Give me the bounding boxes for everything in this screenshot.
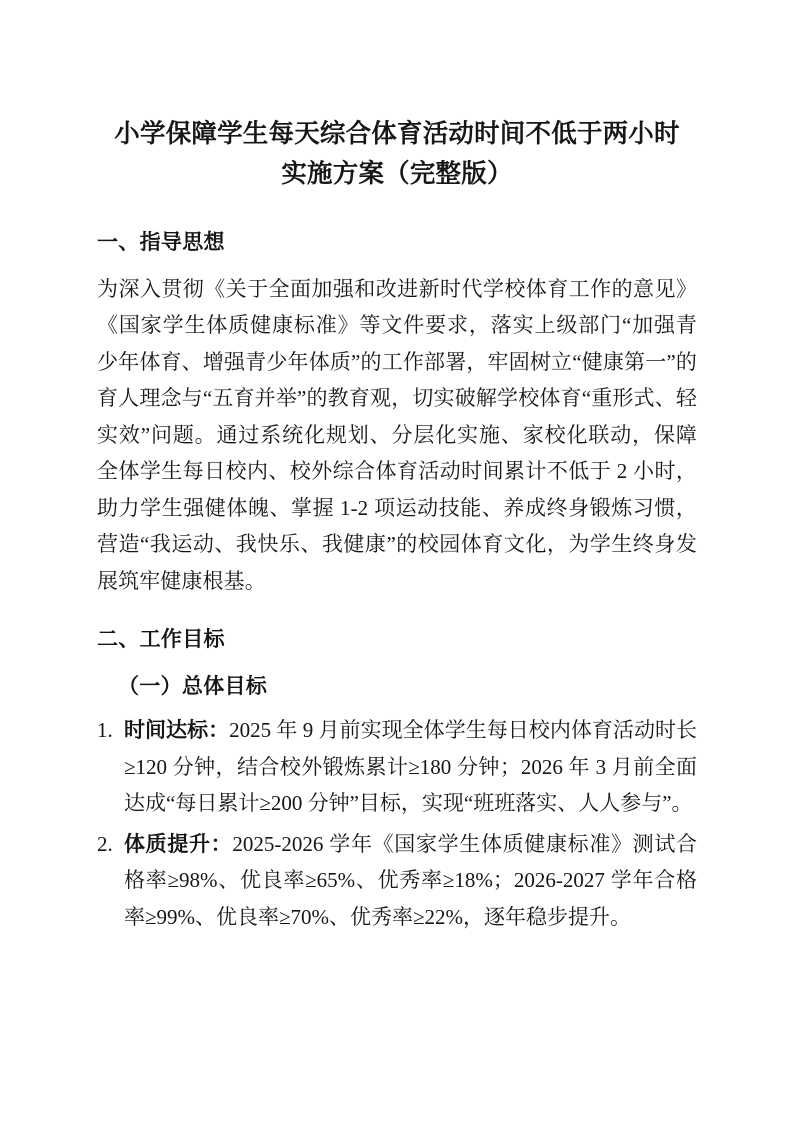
list-item-text: 2025-2026 学年《国家学生体质健康标准》测试合格率≥98%、优良率≥65%、优秀率≥18%；2026-2027 学年合格率≥99%、优良率≥70%、优秀率≥22%，逐年稳步提升。	[124, 831, 697, 929]
section-paragraph-guiding-ideology: 为深入贯彻《关于全面加强和改进新时代学校体育工作的意见》《国家学生体质健康标准》等文件要求，落实上级部门“加强青少年体育、增强青少年体质”的工作部署，牢固树立“健康第一”的育人理念与“五育并举”的教育观，切实破解学校体育“重形式、轻实效”问题。通过系统化规划、分层化实施、家校化联动，保障全体学生每日校内、校外综合体育活动时间累计不低于 2 小时，助力学生强健体魄、掌握 1-2 项运动技能、养成终身锻炼习惯，营造“我运动、我快乐、我健康”的校园体育文化，为学生终身发展筑牢健康根基。	[97, 276, 697, 593]
page-title-line-1: 小学保障学生每天综合体育活动时间不低于两小时	[114, 119, 680, 148]
list-item-marker: 1.	[97, 718, 113, 742]
document-content	[97, 114, 697, 939]
list-item-lead-label: 体质提升：	[124, 831, 233, 856]
list-item-lead-label: 时间达标：	[124, 718, 230, 742]
list-item	[97, 712, 697, 822]
list-item-text: 2025 年 9 月前实现全体学生每日校内体育活动时长≥120 分钟，结合校外锻炼累计≥180 分钟；2026 年 3 月前全面达成“每日累计≥200 分钟”目标，实现“班班落实、人人参与”。	[124, 718, 698, 815]
subsection-heading-overall-objectives: （一）总体目标	[118, 673, 268, 698]
list-item	[97, 826, 697, 936]
page-title-line-2: 实施方案（完整版）	[281, 159, 513, 188]
page-title	[97, 114, 697, 194]
objectives-list	[97, 712, 697, 935]
section-heading-guiding-ideology: 一、指导思想	[97, 230, 225, 254]
section-heading-work-objectives: 二、工作目标	[97, 627, 225, 651]
list-item-marker: 2.	[97, 831, 113, 856]
